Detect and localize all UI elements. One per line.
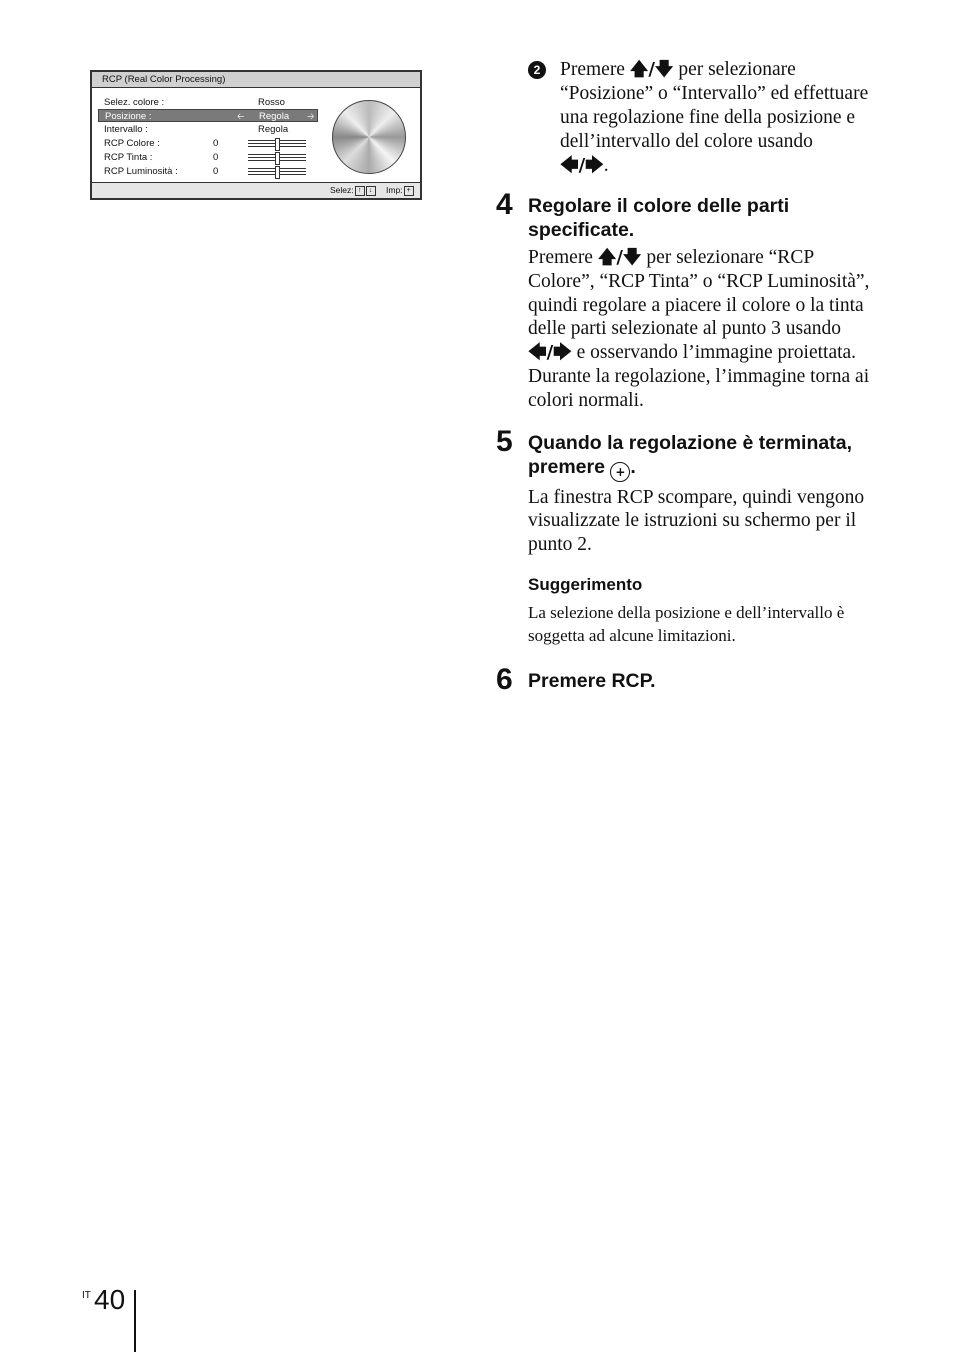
bullet-number: 2 [528, 61, 546, 79]
page-divider [134, 1290, 136, 1352]
step-body: La finestra RCP scompare, quindi vengono visualizzate le istruzioni su schermo per il punto 2. [528, 486, 865, 556]
footer-set: Imp: + [386, 183, 414, 198]
rcp-tinta-slider [248, 157, 306, 158]
step-heading: Quando la regolazione è terminata, premere + . [528, 431, 870, 482]
arrow-left-icon: 🡠 [237, 111, 245, 121]
step-number: 6 [496, 662, 513, 696]
rcp-osd-menu [90, 70, 422, 200]
slider-knob [275, 166, 280, 179]
osd-row-rcp-luminosita: RCP Luminosità : 0 [98, 165, 318, 178]
up-down-arrow-icon: 🡅/🡇 [629, 59, 674, 80]
step-body: Premere 🡅/🡇 per selezionare “RCP Colore”, “RCP Tinta” o “RCP Luminosità”, quindi regolare a piacere il colore o la tinta delle parti selezionate al punto 3 usando 🡄/🡆 e osservando l’immagine proiettata. Durante la regolazione, l’immagine torna ai colori normali. [528, 247, 870, 411]
slider-knob [275, 152, 280, 165]
osd-title: RCP (Real Color Processing) [92, 72, 420, 88]
slider-knob [275, 138, 280, 151]
osd-footer [92, 182, 420, 198]
step-heading: Premere RCP. [528, 669, 656, 692]
instructions-column [470, 58, 870, 696]
step-heading: Regolare il colore delle parti specificate. [528, 195, 790, 241]
down-key-icon: ↓ [366, 186, 376, 196]
tip-heading: Suggerimento [528, 574, 643, 594]
step-6 [470, 662, 870, 696]
rcp-luminosita-slider [248, 171, 306, 172]
enter-button-icon: + [610, 462, 630, 482]
step-5 [470, 424, 870, 557]
up-down-arrow-icon: 🡅/🡇 [597, 247, 642, 268]
up-key-icon: ↑ [355, 186, 365, 196]
color-wheel-preview [332, 100, 406, 174]
osd-row-rcp-colore: RCP Colore : 0 [98, 137, 318, 150]
footer-select: Selez: ↑ ↓ [330, 183, 376, 198]
step-number: 5 [496, 424, 513, 458]
osd-row-rcp-tinta: RCP Tinta : 0 [98, 151, 318, 164]
step-number: 4 [496, 188, 513, 221]
enter-key-icon: + [404, 186, 414, 196]
left-right-arrow-icon: 🡄/🡆 [560, 155, 604, 176]
osd-row-intervallo: Intervallo : Regola [104, 124, 289, 135]
page-language: IT [82, 1290, 91, 1301]
tip-body: La selezione della posizione e dell’intervallo è soggetta ad alcune limitazioni. [528, 602, 845, 645]
arrow-right-icon: 🡢 [307, 111, 315, 121]
rcp-colore-slider [248, 143, 306, 144]
osd-row-posizione: Posizione : 🡠 Regola 🡢 [98, 109, 318, 122]
substep-2: 2 Premere 🡅/🡇 per selezionare “Posizione” o “Intervallo” ed effettuare una regolazione fine della posizione e dell’intervallo del colore usando 🡄/🡆. [470, 58, 870, 178]
osd-row-selez-colore: Selez. colore : Rosso [104, 97, 285, 108]
page-number: 40 [94, 1284, 126, 1315]
step-4 [470, 188, 870, 413]
left-right-arrow-icon: 🡄/🡆 [528, 342, 572, 364]
